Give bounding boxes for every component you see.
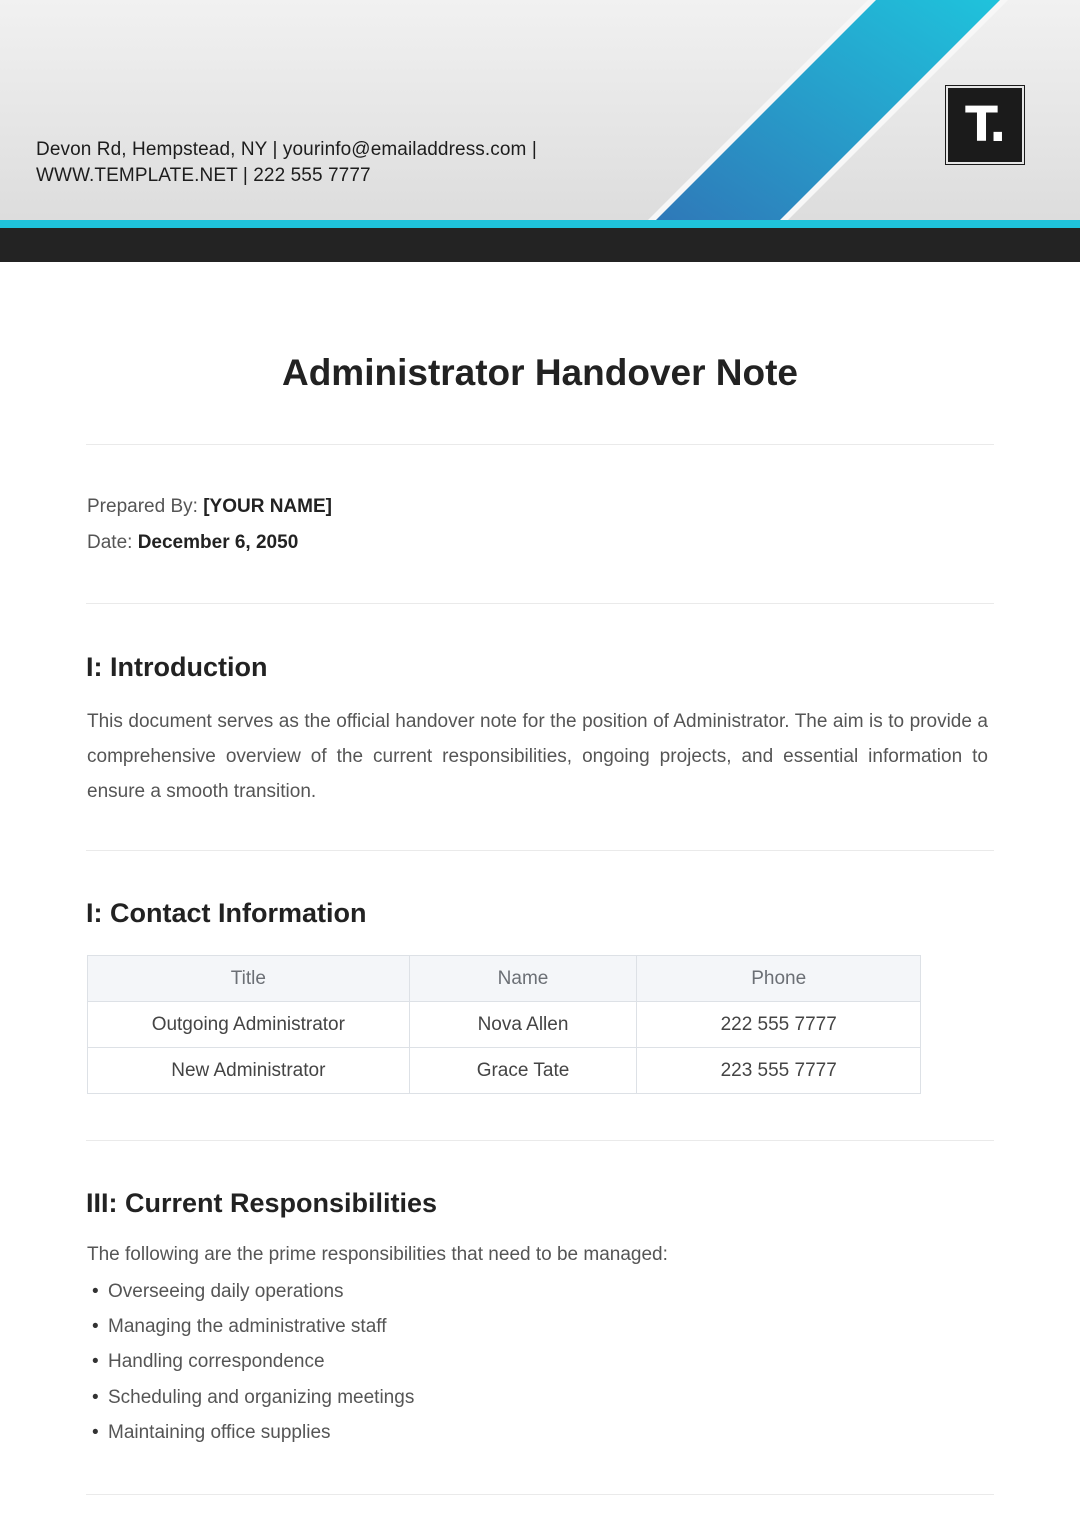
teal-rule [0, 220, 1080, 228]
letterhead-graphic [0, 0, 1080, 262]
responsibilities-intro: The following are the prime responsibilities that need to be managed: [87, 1244, 668, 1265]
contact-information-heading: I: Contact Information [86, 898, 367, 928]
contact-table [87, 955, 921, 1094]
table-header-row [88, 956, 921, 1002]
cell-phone: 222 555 7777 [637, 1002, 921, 1048]
divider [86, 1494, 994, 1495]
date-label: Date: [87, 532, 133, 553]
list-item [92, 1415, 414, 1450]
header-contact-line-1: Devon Rd, Hempstead, NY | yourinfo@emailaddress.com | [36, 139, 537, 160]
table-row [88, 1002, 921, 1048]
cell-title: Outgoing Administrator [88, 1002, 410, 1048]
letterhead [0, 0, 1080, 262]
list-item [92, 1344, 414, 1379]
prepared-by-label: Prepared By: [87, 496, 198, 517]
header-contact-line-2: WWW.TEMPLATE.NET | 222 555 7777 [36, 165, 371, 186]
document-date [87, 532, 298, 554]
introduction-heading: I: Introduction [86, 652, 268, 682]
list-item-text: Managing the administrative staff [108, 1316, 387, 1338]
cell-name: Grace Tate [409, 1048, 637, 1094]
introduction-paragraph: This document serves as the official handover note for the position of Administrator. The aim is to provide a comprehensive overview of the current responsibilities, ongoing projects, and essential information to ensure a smooth transition. [87, 711, 988, 802]
cell-title: New Administrator [88, 1048, 410, 1094]
bullet-icon: • [92, 1386, 99, 1408]
prepared-by-value: [YOUR NAME] [203, 496, 332, 517]
table-row [88, 1048, 921, 1094]
company-logo: T. [946, 86, 1024, 164]
column-header-name: Name [409, 956, 637, 1002]
date-value: December 6, 2050 [137, 532, 299, 553]
prepared-by [87, 496, 332, 518]
divider [86, 603, 994, 604]
divider [86, 1140, 994, 1141]
dark-band [0, 228, 1080, 262]
bullet-icon: • [92, 1316, 99, 1338]
list-item-text: Handling correspondence [108, 1351, 325, 1373]
list-item [92, 1309, 414, 1344]
responsibilities-heading: III: Current Responsibilities [86, 1188, 438, 1218]
bullet-icon: • [92, 1351, 99, 1373]
bullet-icon: • [92, 1281, 99, 1302]
list-item [92, 1380, 414, 1415]
responsibilities-list [92, 1274, 414, 1450]
list-item [92, 1274, 414, 1309]
column-header-phone: Phone [637, 956, 921, 1002]
page-title: Administrator Handover Note [281, 352, 798, 393]
list-item-text: Scheduling and organizing meetings [108, 1386, 415, 1408]
list-item-text: Overseeing daily operations [108, 1281, 344, 1302]
cell-name: Nova Allen [409, 1002, 637, 1048]
divider [86, 444, 994, 445]
cell-phone: 223 555 7777 [637, 1048, 921, 1094]
bullet-icon: • [92, 1421, 99, 1443]
list-item-text: Maintaining office supplies [108, 1421, 331, 1443]
divider [86, 850, 994, 851]
column-header-title: Title [88, 956, 410, 1002]
